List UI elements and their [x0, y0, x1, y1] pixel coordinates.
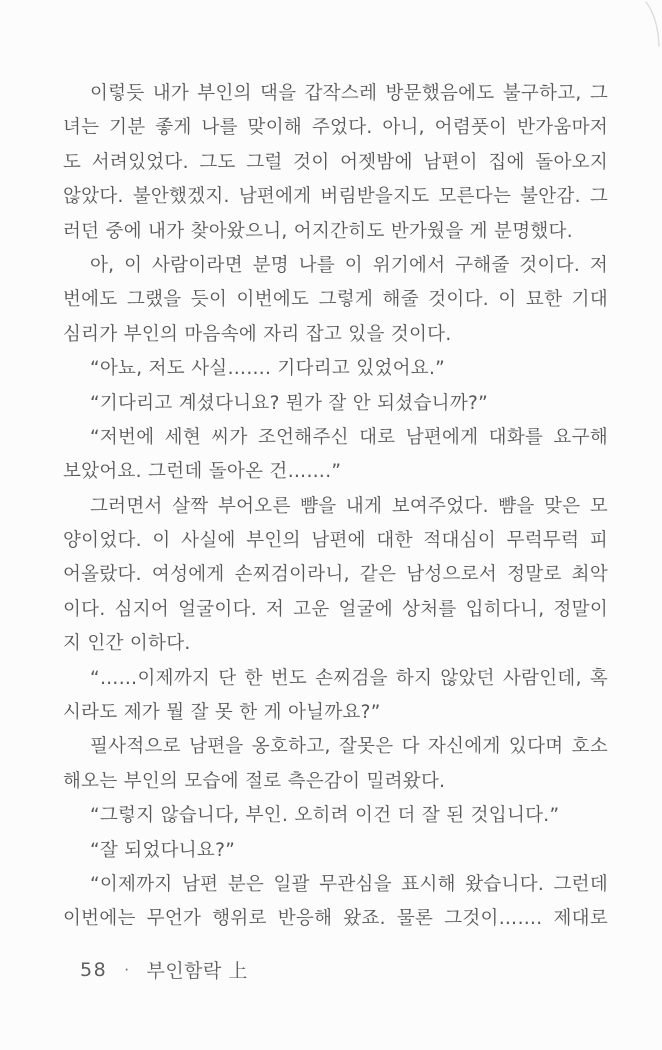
text-line: 이다. 심지어 얼굴이다. 저 고운 얼굴에 상처를 입히다니, 정말이 — [63, 598, 608, 620]
dialogue-paragraph — [63, 352, 608, 386]
page-number: 58 — [80, 958, 108, 981]
text-line: 시라도 제가 뭘 잘 못 한 게 아닐까요?” — [63, 702, 381, 724]
separator-dot-icon: · — [124, 960, 130, 979]
book-title: 부인함락 上 — [146, 960, 248, 982]
text-line: 러던 중에 내가 찾아왔으니, 어지간히도 반가웠을 게 분명했다. — [63, 220, 573, 242]
text-line: 아, 이 사람이라면 분명 나를 이 위기에서 구해줄 것이다. 저 — [90, 254, 608, 276]
text-line: 번에도 그랬을 듯이 이번에도 그렇게 해줄 것이다. 이 묘한 기대 — [63, 289, 608, 311]
text-line: 이렇듯 내가 부인의 댁을 갑작스레 방문했음에도 불구하고, 그 — [90, 83, 608, 104]
dialogue-paragraph — [63, 662, 608, 731]
text-line: 그러면서 살짝 부어오른 뺨을 내게 보여주었다. 뺨을 맞은 모 — [90, 495, 608, 517]
text-line: “잘 되었다니요?” — [90, 839, 236, 861]
text-line: “기다리고 계셨다니요? 뭔가 잘 안 되셨습니까?” — [90, 392, 488, 414]
text-line: 어올랐다. 여성에게 손찌검이라니, 같은 남성으로서 정말로 최악 — [63, 564, 608, 586]
body-text — [63, 77, 608, 937]
text-line: 도 서려있었다. 그도 그럴 것이 어젯밤에 남편이 집에 돌아오지 — [63, 151, 608, 173]
text-line: 이번에는 무언가 행위로 반응해 왔죠. 물론 그것이……. 제대로 — [63, 908, 608, 930]
narration-paragraph — [63, 490, 608, 662]
text-line: 양이었다. 이 사실에 부인의 남편에 대한 적대심이 무럭무럭 피 — [63, 530, 608, 552]
text-line: 녀는 기분 좋게 나를 맞이해 주었다. 아니, 어렴풋이 반가움마저 — [63, 117, 608, 139]
text-line: “그렇지 않습니다, 부인. 오히려 이건 더 잘 된 것입니다.” — [90, 805, 560, 827]
text-line: “……이제까지 단 한 번도 손찌검을 하지 않았던 사람인데, 혹 — [90, 667, 608, 689]
text-line: “저번에 세현 씨가 조언해주신 대로 남편에게 대화를 요구해 — [90, 426, 608, 448]
text-line: 지 인간 이하다. — [63, 633, 191, 655]
dialogue-paragraph — [63, 421, 608, 490]
text-line: “이제까지 남편 분은 일괄 무관심을 표시해 왔습니다. 그런데 — [90, 873, 608, 895]
text-line: 필사적으로 남편을 옹호하고, 잘못은 다 자신에게 있다며 호소 — [90, 736, 608, 758]
dialogue-paragraph — [63, 868, 608, 937]
narration-paragraph — [63, 77, 608, 249]
text-line: 보았어요. 그런데 돌아온 건…….” — [63, 461, 342, 483]
text-line: “아뇨, 저도 사실……. 기다리고 있었어요.” — [90, 358, 446, 380]
narration-paragraph — [63, 730, 608, 799]
text-line: 해오는 부인의 모습에 절로 측은감이 밀려왔다. — [63, 770, 446, 792]
dialogue-paragraph — [63, 387, 608, 421]
page-footer — [80, 956, 248, 983]
text-line: 않았다. 불안했겠지. 남편에게 버림받을지도 모른다는 불안감. 그 — [63, 186, 608, 208]
narration-paragraph — [63, 249, 608, 352]
text-line: 심리가 부인의 마음속에 자리 잡고 있을 것이다. — [63, 323, 452, 345]
scan-artifact-curve — [602, 0, 662, 60]
dialogue-paragraph — [63, 834, 608, 868]
dialogue-paragraph — [63, 799, 608, 833]
